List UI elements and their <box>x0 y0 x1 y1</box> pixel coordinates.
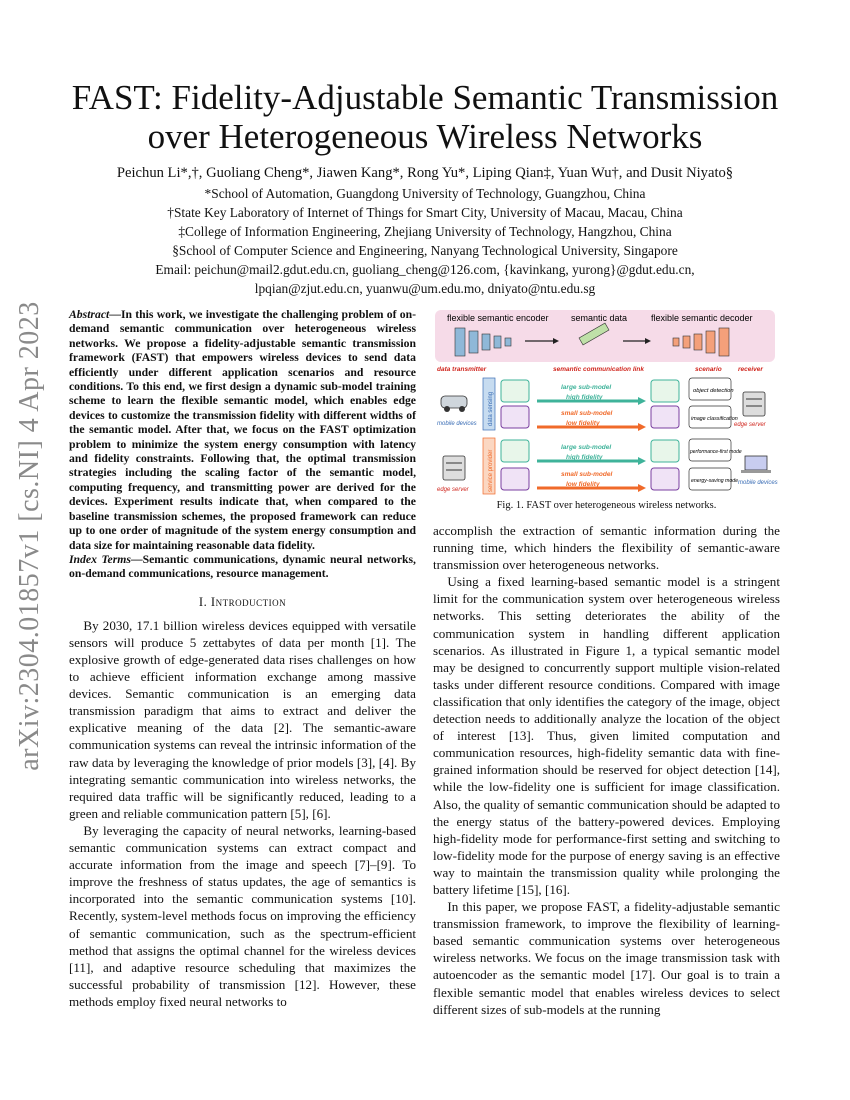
right-paragraph-3: In this paper, we propose FAST, a fidelity-adjustable semantic transmission framework, to improve the flexibility of learning-based semantic communication systems over heterogeneous wireless networks. We focus on the image transmission task with autoencoder as the semantic model [17]. Our goal is to train a flexible semantic model that enables wireless devices to select different sizes of sub-models at the running <box>433 899 780 1017</box>
service-provider-label: service provider <box>488 449 494 492</box>
abstract-label: Abstract <box>69 308 110 321</box>
author-list: Peichun Li*,†, Guoliang Cheng*, Jiawen Kang*, Rong Yu*, Liping Qian‡, Yuan Wu†, and Dusit Niyato§ <box>116 165 734 181</box>
energy-saving-label: energy-saving mode <box>691 478 739 484</box>
large-sub-label-2: large sub-model <box>561 444 612 451</box>
scenario-label: scenario <box>695 366 722 373</box>
data-sensing-label: data sensing <box>488 391 494 426</box>
car-icon <box>441 396 467 412</box>
performance-first-label: performance-first mode <box>690 449 742 455</box>
edge-server-right-label: edge server <box>734 422 766 428</box>
arxiv-identifier: arXiv:2304.01857v1 [cs.NI] 4 Apr 2023 <box>14 301 45 771</box>
server-left-icon <box>443 456 465 480</box>
data-transmitter-label: data transmitter <box>437 366 487 373</box>
semantic-data-label: semantic data <box>571 313 628 323</box>
right-paragraph-1: accomplish the extraction of semantic information during the running time, which hinders the flexibility of semantic-aware transmission over heterogeneous networks. <box>433 523 780 573</box>
intro-paragraph-1: By 2030, 17.1 billion wireless devices equipped with versatile sensors will produce 5 zettabytes of data per month [1]. The explosive growth of edge-generated data rises challenges on how to achieve efficient information exchange among massive devices. Semantic communication is an emerging data transmission paradigm that aims to extract and deliver the explicative meaning of the data [2]. The semantic-aware communication systems can reveal the intrinsic information of the raw data by leveraging the knowledge of prior models [3], [4]. By integrating semantic communication into wireless networks, the required data traffic will be significantly reduced, leading to a green and reliable communication pattern [5], [6]. <box>69 617 416 821</box>
small-sub-label-2: small sub-model <box>561 471 613 478</box>
email-line-1: Email: peichun@mail2.gdut.edu.cn, guoliang_cheng@126.com, {kavinkang, yurong}@gdut.edu.cn, <box>155 262 695 277</box>
receiver-label: receiver <box>738 366 763 373</box>
title-line-2: over Heterogeneous Wireless Networks <box>147 117 703 156</box>
network-nodes-left-icon <box>501 380 529 490</box>
email-line-2: lpqian@zjut.edu.cn, yuanwu@um.edu.mo, dniyato@ntu.edu.sg <box>254 281 596 296</box>
intro-paragraph-2: By leveraging the capacity of neural networks, learning-based semantic communication systems can extract compact and accurate information from the image and speech [7]–[9]. To improve the freshness of status updates, the age of semantics is incorporated into the semantic communication systems [10]. Recently, system-level methods focus on improving the efficiency of semantic communication, such as the spectrum-efficient method that assigns the optimal channel for the wireless devices [11], and adaptive resource scheduling that maximizes the successful probability of transmission [12]. However, these methods employ fixed neural networks to <box>69 822 416 1009</box>
abstract-text: —In this work, we investigate the challenging problem of on-demand semantic communication over heterogeneous wireless networks. We propose a fidelity-adjustable semantic transmission framework (FAST) that empowers wireless devices to send data efficiently under different application scenarios and resource conditions. To this end, we first design a dynamic sub-model training scheme to learn the flexible semantic model, which enables edge devices to customize the transmission fidelity with different widths of the semantic model. After that, we focus on the FAST optimization problem to minimize the system energy consumption with latency and fidelity constraints. Following that, the optimal transmission strategies including the scaling factor of the semantic model, computing frequency, and transmitting power are derived for the devices. Experiment results indicate that, when compared to the baseline transmission schemes, the proposed framework can reduce up to one order of magnitude of the system energy consumption and data size for maintaining reasonable data fidelity. <box>69 308 416 552</box>
figure-1 <box>433 308 778 498</box>
network-nodes-right-icon <box>651 380 679 490</box>
scenario-boxes <box>689 378 731 490</box>
decoder-label: flexible semantic decoder <box>651 313 753 323</box>
large-sub-label-1: large sub-model <box>561 384 612 391</box>
image-classification-label: image classification <box>691 416 738 422</box>
small-sub-label-1: small sub-model <box>561 410 613 417</box>
server-right-icon <box>743 392 765 416</box>
link-label: semantic communication link <box>553 366 645 373</box>
laptop-icon <box>741 456 771 473</box>
encoder-label: flexible semantic encoder <box>447 313 549 323</box>
paper-title <box>70 78 780 156</box>
right-paragraph-2: Using a fixed learning-based semantic model is a stringent limit for the communication system over heterogeneous wireless networks. This setting deteriorates the ability of the communication system in handling different application scenarios. As illustrated in Figure 1, a typical semantic model may be designed to concurrently support multiple vision-related tasks under different resource conditions. Compared with image classification that only identifies the category of the image, object detection needs to additionally analyze the location of the object of interest [13]. Thus, given limited computation and communication resources, high-fidelity semantic data with fine-grained information should be reserved for object detection [14], while the low-fidelity one is sufficient for image classification. Also, the quality of semantic communication should be adapted to the energy status of the battery-powered devices. Employing high-fidelity mode for performance-first setting and switching to low-fidelity mode for the purpose of energy saving is an effective way to maintain the transmission quality while prolonging the battery lifetime [15], [16]. <box>433 574 780 897</box>
low-fidelity-label-1: low fidelity <box>566 420 600 427</box>
affiliation-2: †State Key Laboratory of Internet of Things for Smart City, University of Macau, Macau, China <box>167 205 683 220</box>
index-terms-label: Index Terms <box>69 552 131 566</box>
edge-server-left-label: edge server <box>437 487 469 493</box>
arxiv-sidebar <box>0 0 60 1100</box>
index-terms <box>69 553 416 582</box>
mobile-devices-left-label: mobile devices <box>437 421 477 427</box>
mobile-devices-right-label: mobile devices <box>738 480 778 486</box>
left-column <box>69 308 416 1010</box>
right-column <box>433 522 780 1018</box>
high-fidelity-label-2: high fidelity <box>566 454 603 461</box>
section-heading: I. Introduction <box>198 594 287 609</box>
abstract <box>69 308 416 553</box>
affiliation-4: §School of Computer Science and Engineering, Nanyang Technological University, Singapore <box>172 243 678 258</box>
low-fidelity-label-2: low fidelity <box>566 481 600 488</box>
affiliation-3: ‡College of Information Engineering, Zhejiang University of Technology, Hangzhou, China <box>178 224 672 239</box>
affiliation-1: *School of Automation, Guangdong University of Technology, Guangzhou, China <box>204 186 646 201</box>
figure-caption: Fig. 1. FAST over heterogeneous wireless networks. <box>496 500 717 511</box>
high-fidelity-label-1: high fidelity <box>566 394 603 401</box>
index-terms-text: —Semantic communications, dynamic neural networks, on-demand communications, resource management. <box>69 552 416 581</box>
object-detection-label: object detection <box>693 388 734 394</box>
title-line-1: FAST: Fidelity-Adjustable Semantic Transmission <box>71 78 779 117</box>
